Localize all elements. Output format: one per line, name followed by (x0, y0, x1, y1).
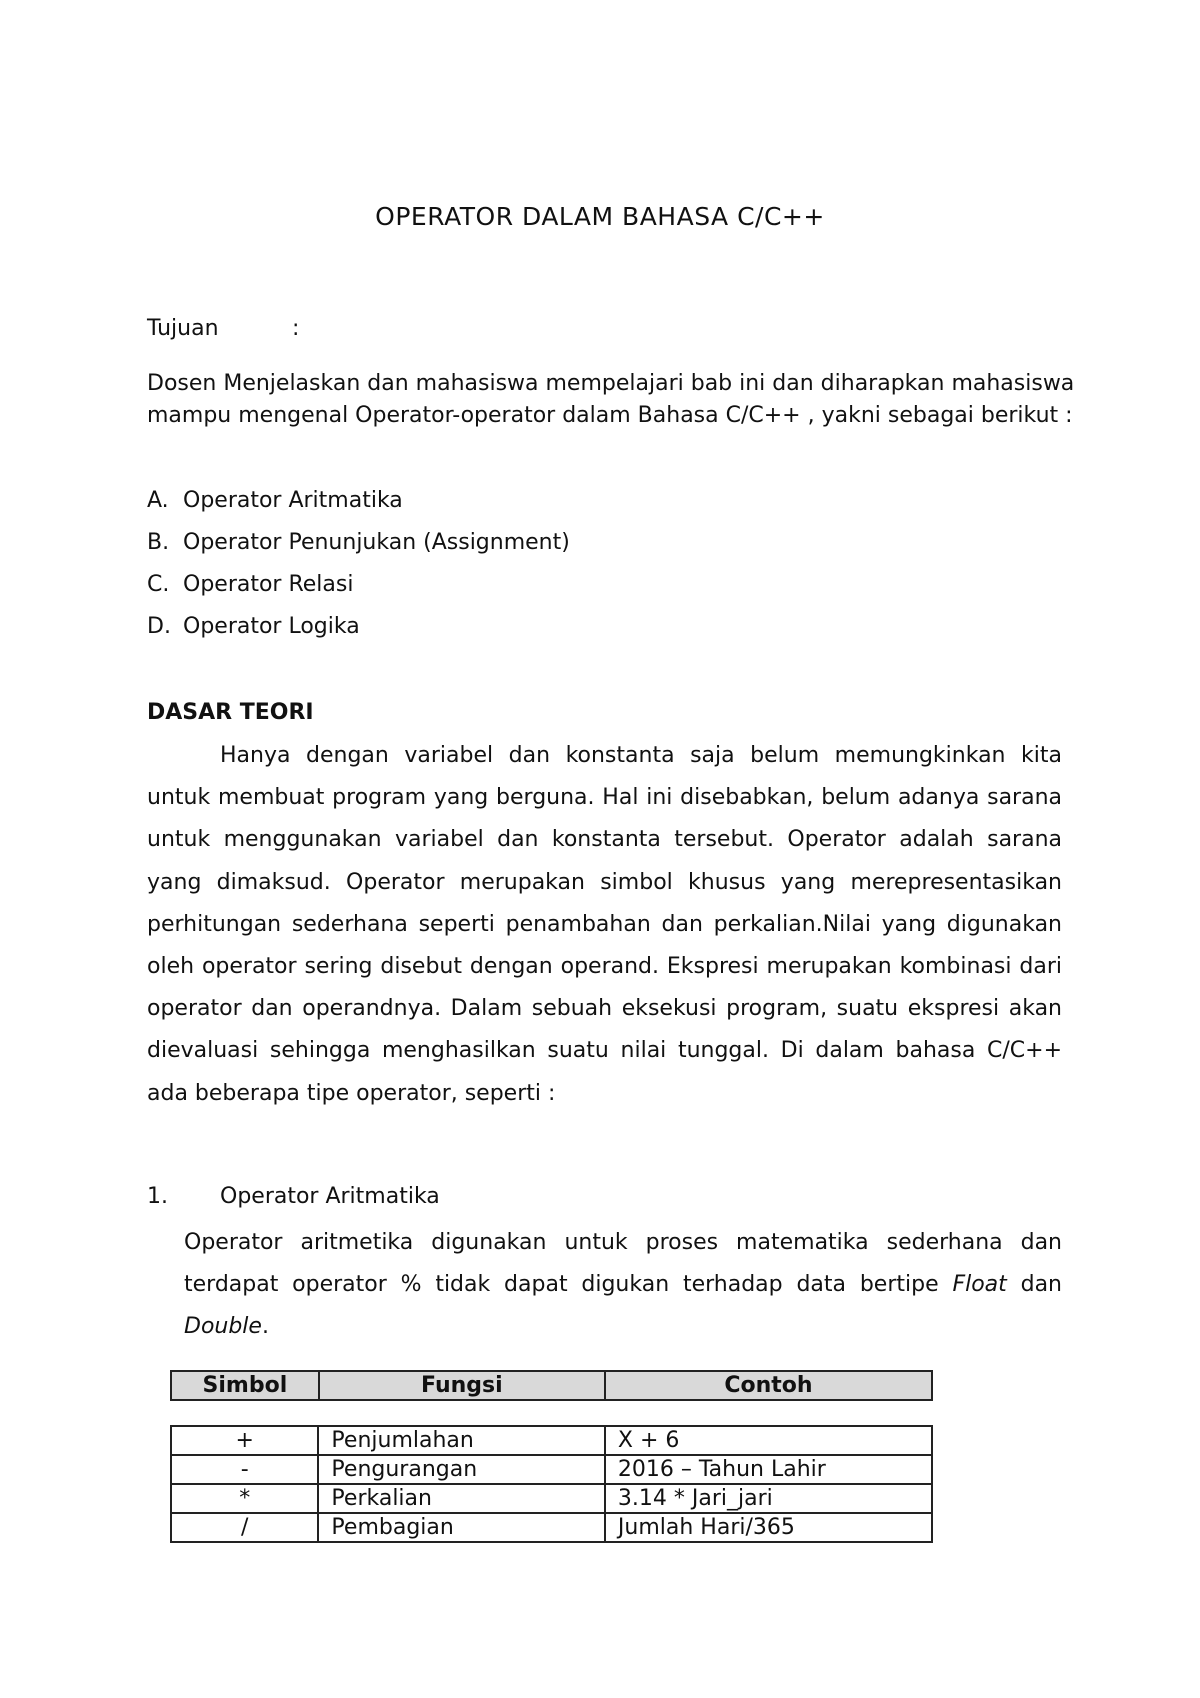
goal-letter: A. (147, 488, 169, 513)
table-cell: Penjumlahan (318, 1426, 604, 1455)
header-cell-simbol: Simbol (171, 1371, 319, 1400)
table-cell: / (171, 1513, 318, 1542)
table-cell: 3.14 * Jari_jari (605, 1484, 932, 1513)
table-cell: - (171, 1455, 318, 1484)
goal-letter: D. (147, 614, 171, 639)
table-row (171, 1426, 932, 1455)
section-number: 1. (147, 1184, 168, 1209)
section-text-end: . (261, 1314, 269, 1340)
goal-letter: C. (147, 572, 170, 597)
table-cell: * (171, 1484, 318, 1513)
goal-item (147, 572, 353, 597)
section-italic-double: Double (184, 1314, 262, 1340)
header-cell-contoh: Contoh (605, 1371, 932, 1400)
table-cell: X + 6 (605, 1426, 932, 1455)
table-cell: 2016 – Tahun Lahir (605, 1455, 932, 1484)
goal-item (147, 614, 360, 639)
goal-item (147, 530, 570, 555)
theory-paragraph: Hanya dengan variabel dan konstanta saja belum memungkinkan kita untuk membuat program yang berguna. Hal ini disebabkan, belum adanya sarana untuk menggunakan variabel dan konstanta tersebut. Operator adalah sarana yang dimaksud. Operator merupakan simbol khusus yang merepresentasikan perhitungan sederhana seperti penambahan dan perkalian.Nilai yang digunakan oleh operator sering disebut dengan operand. Ekspresi merupakan kombinasi dari operator dan operandnya. Dalam sebuah eksekusi program, suatu ekspresi akan dievaluasi sehingga menghasilkan suatu nilai tunggal. Di dalam bahasa C/C++ ada beberapa tipe operator, seperti : (147, 743, 1062, 1106)
section-title: Operator Aritmatika (220, 1184, 440, 1209)
table-row (171, 1455, 932, 1484)
section-text: Operator aritmetika digunakan untuk proses matematika sederhana dan terdapat operator % tidak dapat digukan terhadap data bertipe (184, 1230, 1062, 1298)
header-cell-fungsi: Fungsi (319, 1371, 605, 1400)
table-row (171, 1484, 932, 1513)
section-heading: DASAR TEORI (147, 700, 314, 725)
goal-letter: B. (147, 530, 170, 555)
table-cell: + (171, 1426, 318, 1455)
table-row (171, 1513, 932, 1542)
page-title: OPERATOR DALAM BAHASA C/C++ (375, 202, 825, 231)
goal-text: Operator Aritmatika (183, 488, 403, 513)
section-paragraph (184, 1222, 1062, 1349)
section-text-mid: dan (1020, 1272, 1062, 1298)
goal-text: Operator Logika (183, 614, 360, 639)
intro-paragraph: Dosen Menjelaskan dan mahasiswa mempelajari bab ini dan diharapkan mahasiswa mampu mengenal Operator-operator dalam Bahasa C/C++ , yakni sebagai berikut : (147, 371, 1075, 428)
operator-table (170, 1425, 933, 1543)
tujuan-colon: : (292, 316, 300, 341)
tujuan-label: Tujuan (147, 316, 219, 341)
goal-text: Operator Relasi (183, 572, 354, 597)
table-cell: Perkalian (318, 1484, 604, 1513)
operator-table-header (170, 1370, 933, 1401)
table-cell: Pembagian (318, 1513, 604, 1542)
section-italic-float: Float (952, 1272, 1007, 1298)
table-cell: Jumlah Hari/365 (605, 1513, 932, 1542)
table-cell: Pengurangan (318, 1455, 604, 1484)
goal-text: Operator Penunjukan (Assignment) (183, 530, 570, 555)
goal-item (147, 488, 403, 513)
